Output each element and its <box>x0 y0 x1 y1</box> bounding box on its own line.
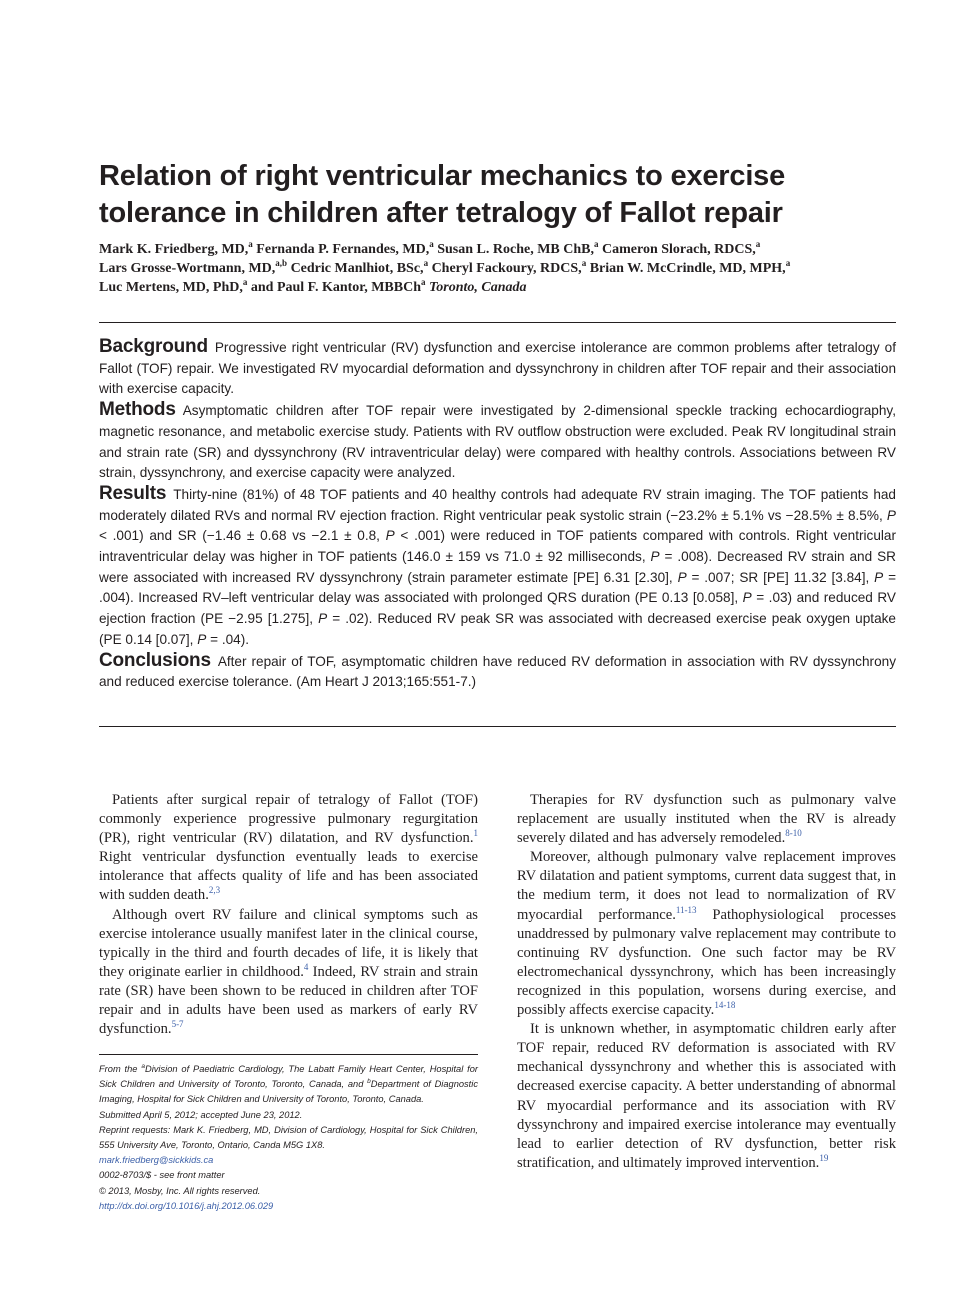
issn: 0002-8703/$ - see front matter <box>99 1170 225 1181</box>
article-title: Relation of right ventricular mechanics to exercise tolerance in children after tetralogy of Fallot repair <box>99 160 786 229</box>
affiliation-mark: b <box>367 1078 371 1086</box>
author: Mark K. Friedberg, MD, <box>99 242 249 257</box>
results-text: < .001) were reduced in TOF patients compared with controls. Right ventricular intraventricular delay was higher in TOF patients (146.0 ± 159 vs 71.0 ± 92 milliseconds, <box>99 528 896 565</box>
results-text: Thirty-nine (81%) of 48 TOF patients and 40 healthy controls had adequate RV strain imaging. The TOF patients had moderately dilated RVs and normal RV ejection fraction. Right ventricular peak systolic strain (−23.2% ± 5.1% vs −28.5% ± 8.5%, <box>99 486 896 523</box>
methods-heading: Methods <box>99 399 176 421</box>
author: Cedric Manlhiot, BSc, <box>290 261 424 276</box>
citation-ref[interactable]: 4 <box>303 961 309 972</box>
p-value-symbol: P <box>742 590 752 606</box>
paragraph-text: It is unknown whether, in asymptomatic children early after TOF repair, reduced RV deformation is associated with RV mechanical dyssynchrony and whether this is associated with decreased exercise capacity. A better understanding of abnormal RV myocardial performance and its association with RV dyssynchrony and impaired exercise intolerance may eventually lead to earlier detection of RV dysfunction, better risk stratification, and ultimately improved intervention. <box>517 1021 896 1171</box>
conclusions-heading: Conclusions <box>99 649 211 671</box>
paragraph-text: Although overt RV failure and clinical symptoms such as exercise intolerance usually manifest later in the clinical course, typically in the third and fourth decades of life, it is likely that they originate earlier in childhood. <box>99 906 478 980</box>
author: Fernanda P. Fernandes, MD, <box>256 242 430 257</box>
affiliations <box>99 1062 478 1108</box>
affiliation-text: Department of Diagnostic Imaging, Hospital for Sick Children and University of Toronto, Toronto, Canada. <box>99 1079 478 1105</box>
copyright: © 2013, Mosby, Inc. All rights reserved. <box>99 1185 261 1196</box>
body-paragraph <box>517 848 896 1020</box>
author-affiliation: a <box>423 258 429 268</box>
paragraph-text: Pathophysiological processes unaddressed by pulmonary valve replacement may contribute to continuing RV dysfunction. One such factor may be RV electromechanical dyssynchrony, which has been increasingly recognized in this population, worsens during exercise, and possibly affects exercise capacity. <box>517 906 896 1019</box>
results-text: = .004). Increased RV–left ventricular delay was associated with prolonged QRS duration (PE 0.13 [0.058], <box>99 569 897 606</box>
author: Luc Mertens, MD, PhD, <box>99 280 243 295</box>
footnote <box>99 1062 478 1214</box>
body-paragraph <box>99 791 478 906</box>
body-column-left <box>99 791 478 1039</box>
submission-dates: Submitted April 5, 2012; accepted June 23, 2012. <box>99 1109 303 1120</box>
background-heading: Background <box>99 336 208 357</box>
author-affiliation: a <box>581 258 587 268</box>
author-affiliation: a <box>594 239 599 249</box>
author-affiliation: a <box>755 239 761 249</box>
paragraph-text: Therapies for RV dysfunction such as pulmonary valve replacement are usually instituted when the RV is already severely dilated and has adversely remodeled. <box>517 792 896 847</box>
citation-ref[interactable]: 2,3 <box>208 885 221 896</box>
p-value-symbol: P <box>385 528 395 544</box>
author: Susan L. Roche, MB ChB, <box>437 242 594 257</box>
citation-ref[interactable]: 5-7 <box>171 1019 184 1030</box>
author-affiliation: a <box>421 277 426 287</box>
p-value-symbol: P <box>677 569 687 585</box>
results-text: = .008). Decreased RV strain and SR were associated with increased RV dyssynchrony (strain parameter estimate [PE] 6.31 [2.30], <box>99 549 896 585</box>
author-affiliation: a <box>248 239 253 249</box>
author-affiliation: a <box>785 258 791 268</box>
abstract <box>99 337 896 693</box>
author: and Paul F. Kantor, MBBCh <box>250 280 421 295</box>
author-affiliation: a <box>242 277 248 287</box>
p-value-symbol: P <box>197 631 207 647</box>
p-value-symbol: P <box>886 507 896 523</box>
citation-ref[interactable]: 19 <box>819 1152 829 1163</box>
author: Cameron Slorach, RDCS, <box>602 242 756 257</box>
author: Lars Grosse-Wortmann, MD, <box>99 261 276 276</box>
body-paragraph <box>517 1020 896 1173</box>
author: Brian W. McCrindle, MD, MPH, <box>589 261 786 276</box>
results-text: < .001) and SR (−1.46 ± 0.68 vs −2.1 ± 0.8, <box>99 528 386 544</box>
doi-link[interactable]: http://dx.doi.org/10.1016/j.ahj.2012.06.029 <box>99 1200 274 1211</box>
body-column-right <box>517 791 896 1173</box>
results-text: = .03) and reduced RV ejection fraction (PE −2.95 [1.275], <box>99 590 896 627</box>
p-value-symbol: P <box>874 569 884 585</box>
background-text: Progressive right ventricular (RV) dysfunction and exercise intolerance are common problems after tetralogy of Fallot (TOF) repair. We investigated RV myocardial deformation and dyssynchrony in children after TOF repair and their association with exercise capacity. <box>99 340 896 397</box>
affiliation-text: Division of Paediatric Cardiology, The Labatt Family Heart Center, Hospital for Sick Children and University of Toronto, Toronto, Canada, and <box>99 1064 479 1090</box>
footnote-divider <box>99 1054 478 1055</box>
abstract-methods <box>99 400 896 484</box>
citation-ref[interactable]: 14-18 <box>714 1000 736 1011</box>
abstract-conclusions <box>99 651 896 693</box>
reprint-requests: Reprint requests: Mark K. Friedberg, MD, Division of Cardiology, Hospital for Sick Children, 555 University Ave, Toronto, Ontario, Canda M5G 1X8. <box>99 1124 478 1151</box>
paragraph-text: Patients after surgical repair of tetralogy of Fallot (TOF) commonly experience progressive pulmonary regurgitation (PR), right ventricular (RV) dilatation, and RV dysfunction. <box>99 792 478 847</box>
abstract-top-divider <box>99 322 896 323</box>
body-paragraph <box>517 791 896 848</box>
methods-text: Asymptomatic children after TOF repair were investigated by 2-dimensional speckle tracking echocardiography, magnetic resonance, and metabolic exercise study. Patients with RV outflow obstruction were excluded. Peak RV longitudinal strain and strain rate (SR) and dyssynchrony (RV intraventricular delay) were compared with healthy controls. Associations between RV strain, dyssynchrony, and exercise capacity were analyzed. <box>99 403 896 481</box>
author: Cheryl Fackoury, RDCS, <box>431 261 582 276</box>
abstract-results <box>99 484 896 651</box>
results-text: = .02). Reduced RV peak SR was associated with decreased exercise peak oxygen uptake (PE 0.14 [0.07], <box>99 611 896 647</box>
citation-ref[interactable]: 11-13 <box>675 904 697 915</box>
author-location: Toronto, Canada <box>429 280 527 295</box>
results-heading: Results <box>99 482 167 504</box>
p-value-symbol: P <box>318 611 328 627</box>
citation-ref[interactable]: 8-10 <box>785 828 802 839</box>
paragraph-text: Moreover, although pulmonary valve replacement improves RV dilatation and patient symptoms, current data suggest that, in the medium term, it does not lead to normalization of RV myocardial performance. <box>517 849 896 923</box>
affiliation-mark: a <box>141 1063 145 1070</box>
abstract-bottom-divider <box>99 726 896 727</box>
author-affiliation: a <box>429 239 434 249</box>
citation-ref[interactable]: 1 <box>473 828 478 839</box>
abstract-background <box>99 337 896 400</box>
results-text: = .04). <box>206 631 250 647</box>
affiliation-text: From the <box>99 1064 142 1074</box>
paragraph-text: Right ventricular dysfunction eventually leads to exercise intolerance that affects quality of life and has been associated with sudden death. <box>99 849 478 904</box>
author-affiliation: a,b <box>275 258 288 268</box>
conclusions-text: After repair of TOF, asymptomatic children have reduced RV deformation in association with RV dyssynchrony and reduced exercise tolerance. (Am Heart J 2013;165:551-7.) <box>99 653 896 690</box>
author-list <box>99 240 899 297</box>
body-paragraph <box>99 906 478 1040</box>
results-text: = .007; SR [PE] 11.32 [3.84], <box>686 569 875 585</box>
paragraph-text: Indeed, RV strain and strain rate (SR) have been shown to be reduced in children after TOF repair and in adults have been used as markers of early RV dysfunction. <box>99 963 479 1038</box>
email-link[interactable]: mark.friedberg@sickkids.ca <box>99 1155 214 1166</box>
p-value-symbol: P <box>650 549 660 565</box>
